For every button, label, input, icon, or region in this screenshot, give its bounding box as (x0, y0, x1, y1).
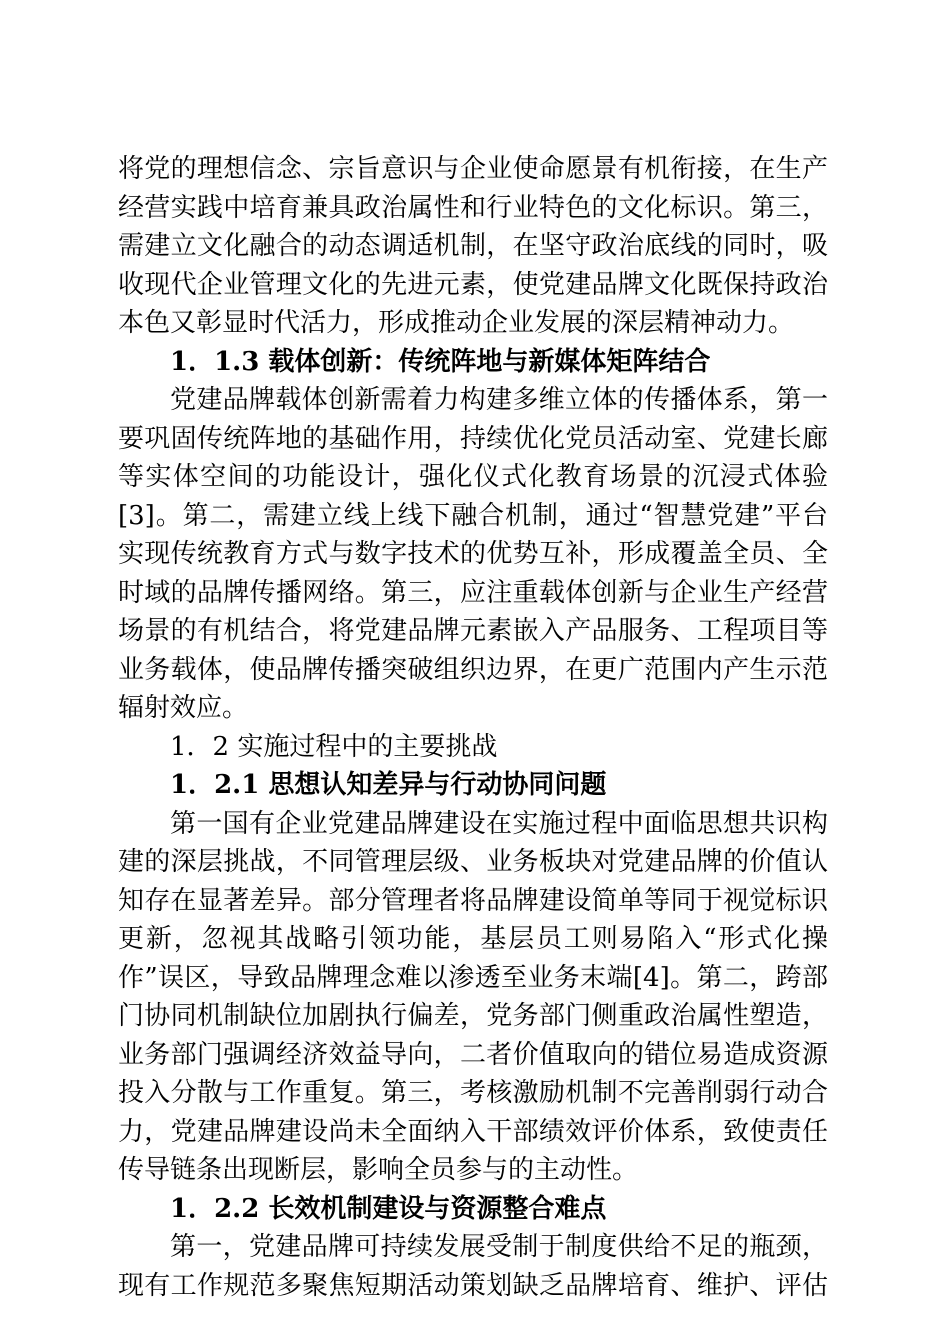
paragraph-line: 党建品牌载体创新需着力构建多维立体的传播体系，第一 (170, 385, 828, 415)
section-heading-1-2: 1．2 实施过程中的主要挑战 (170, 731, 498, 762)
section-heading-1-2-2: 1．2.2 长效机制建设与资源整合难点 (170, 1193, 607, 1224)
paragraph-line: 将党的理想信念、宗旨意识与企业使命愿景有机衔接，在生产 (118, 154, 828, 184)
paragraph-top (118, 150, 828, 343)
paragraph-line: 本色又彰显时代活力，形成推动企业发展的深层精神动力。 (118, 308, 795, 338)
paragraph-line: 知存在显著差异。部分管理者将品牌建设简单等同于视觉标识 (118, 885, 828, 916)
paragraph-line: 实现传统教育方式与数字技术的优势互补，形成覆盖全员、全 (118, 539, 828, 569)
paragraph-line: 需建立文化融合的动态调适机制，在坚守政治底线的同时，吸 (118, 231, 828, 261)
paragraph-line: 要巩固传统阵地的基础作用，持续优化党员活动室、党建长廊 (118, 423, 828, 454)
paragraph-line: 业务部门强调经济效益导向，二者价值取向的错位易造成资源 (118, 1039, 828, 1070)
paragraph-line: 建的深层挑战，不同管理层级、业务板块对党建品牌的价值认 (118, 847, 828, 877)
paragraph-line: 传导链条出现断层，影响全员参与的主动性。 (118, 1155, 639, 1185)
paragraph-line: 第一，党建品牌可持续发展受制于制度供给不足的瓶颈， (170, 1232, 828, 1262)
paragraph-line: 收现代企业管理文化的先进元素，使党建品牌文化既保持政治 (118, 269, 828, 300)
paragraph-line: 更新，忽视其战略引领功能，基层员工则易陷入“形式化操 (118, 924, 828, 954)
paragraph-line: 力，党建品牌建设尚未全面纳入干部绩效评价体系，致使责任 (118, 1116, 828, 1147)
paragraph-line: 辐射效应。 (118, 693, 249, 723)
paragraph-line: 时域的品牌传播网络。第三，应注重载体创新与企业生产经营 (118, 577, 828, 608)
paragraph-line: 现有工作规范多聚焦短期活动策划缺乏品牌培育、维护、评估 (118, 1270, 828, 1301)
paragraph-line: 作”误区，导致品牌理念难以渗透至业务末端[4]。第二，跨部 (118, 962, 828, 993)
paragraph-line: 场景的有机结合，将党建品牌元素嵌入产品服务、工程项目等 (118, 616, 828, 646)
paragraph-1-2-2 (118, 1228, 828, 1305)
paragraph-line: 业务载体，使品牌传播突破组织边界，在更广范围内产生示范 (118, 654, 828, 685)
paragraph-line: 投入分散与工作重复。第三，考核激励机制不完善削弱行动合 (118, 1078, 828, 1108)
document-page (118, 150, 828, 1305)
paragraph-1-1-3 (118, 381, 828, 728)
paragraph-1-2-1 (118, 805, 828, 1190)
paragraph-line: [3]。第二，需建立线上线下融合机制，通过“智慧党建”平台 (118, 500, 828, 531)
paragraph-line: 门协同机制缺位加剧执行偏差，党务部门侧重政治属性塑造， (118, 1001, 828, 1031)
paragraph-line: 第一国有企业党建品牌建设在实施过程中面临思想共识构 (170, 808, 828, 839)
paragraph-line: 等实体空间的功能设计，强化仪式化教育场景的沉浸式体验 (118, 462, 828, 492)
section-heading-1-1-3: 1．1.3 载体创新：传统阵地与新媒体矩阵结合 (170, 346, 711, 377)
section-heading-1-2-1: 1．2.1 思想认知差异与行动协同问题 (170, 770, 607, 800)
paragraph-line: 经营实践中培育兼具政治属性和行业特色的文化标识。第三， (118, 192, 828, 223)
